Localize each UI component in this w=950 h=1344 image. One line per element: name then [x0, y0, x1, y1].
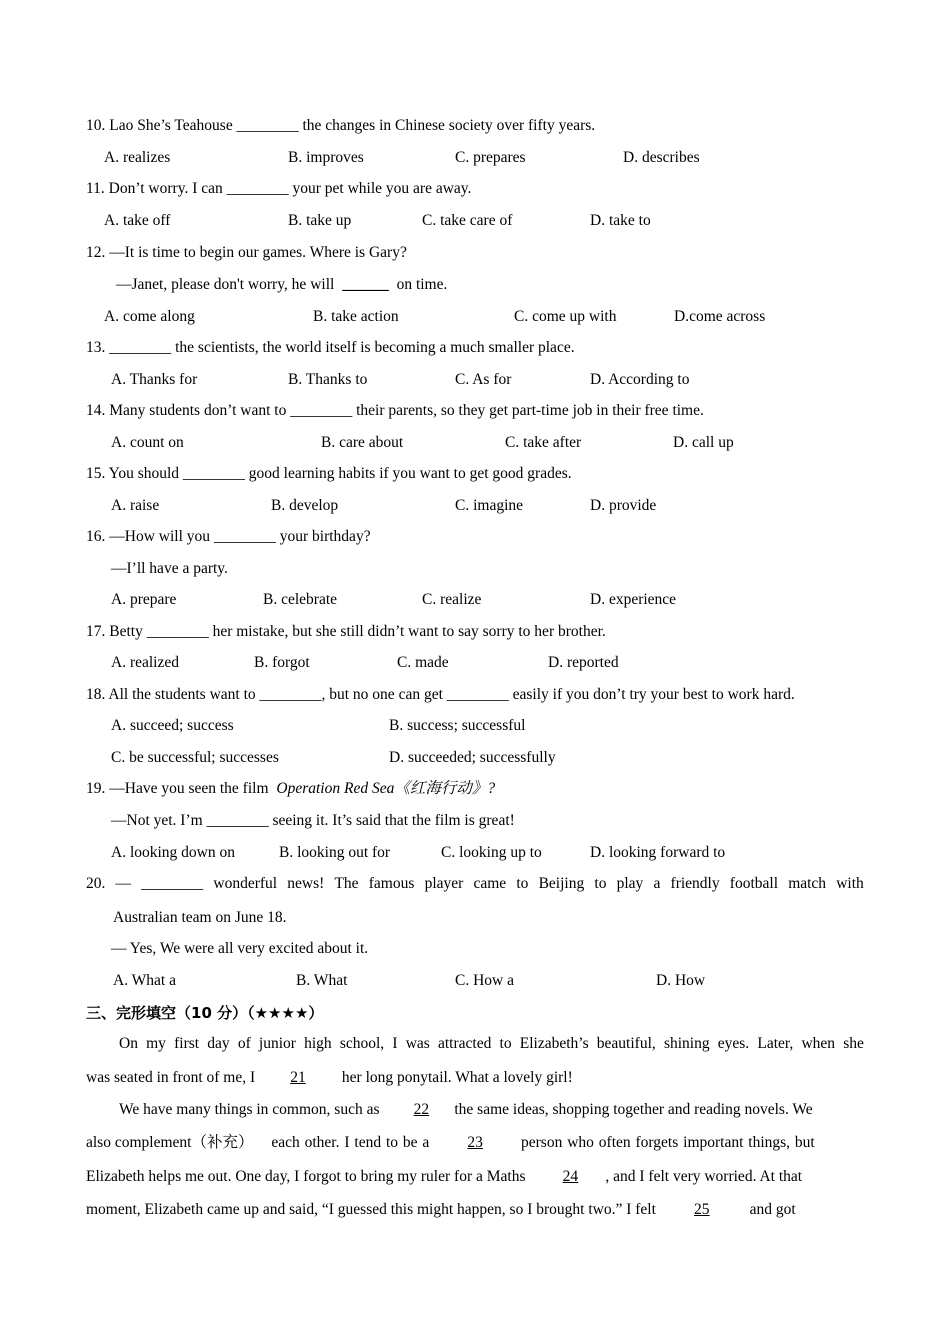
q19-stem-pre: 19. —Have you seen the film [86, 780, 269, 797]
cloze-word: when [801, 1035, 836, 1052]
q16-option-c: C. realize [422, 591, 482, 608]
cloze-blank-22: 22 [413, 1101, 430, 1118]
q20-option-a: A. What a [113, 972, 176, 989]
cloze-text: , and I felt very worried. At that [605, 1168, 803, 1185]
q11-option-c: C. take care of [422, 212, 513, 229]
cloze-paragraph-2-line-1 [119, 1100, 864, 1120]
question-10-stem: 10. Lao She’s Teahouse ________ the changes in Chinese society over fifty years. [86, 117, 596, 134]
question-20-word: — [115, 875, 132, 892]
q12-option-a: A. come along [104, 308, 195, 325]
q12-reply-post: on time. [396, 276, 448, 293]
q19-option-d: D. looking forward to [590, 844, 726, 861]
q11-option-a: A. take off [104, 212, 171, 229]
question-18-stem: 18. All the students want to ________, but no one can get ________ easily if you don’t try your best to work hard. [86, 686, 795, 703]
question-12-reply [116, 275, 447, 295]
q16-option-b: B. celebrate [263, 591, 338, 608]
cloze-text: the same ideas, shopping together and reading novels. We [454, 1101, 813, 1118]
question-19-stem [86, 779, 495, 799]
question-20-word: news! [287, 875, 325, 892]
question-16-reply: —I’ll have a party. [111, 560, 228, 577]
question-14-stem: 14. Many students don’t want to ________ their parents, so they get part-time job in their free time. [86, 402, 704, 419]
question-20-word: friendly [670, 875, 720, 892]
question-20-word: with [836, 875, 864, 892]
q15-option-b: B. develop [271, 497, 339, 514]
cloze-paragraph-2-line-2 [86, 1133, 815, 1153]
q13-option-a: A. Thanks for [111, 371, 198, 388]
cloze-text: moment, Elizabeth came up and said, “I guessed this might happen, so I brought two.” I felt [86, 1201, 656, 1218]
cloze-word: day [207, 1035, 230, 1052]
cloze-word: first [174, 1035, 200, 1052]
question-20-word: to [516, 875, 529, 892]
question-20-word: 20. [86, 875, 106, 892]
question-20-reply: — Yes, We were all very excited about it. [111, 940, 369, 957]
cloze-word: Elizabeth’s [519, 1035, 589, 1052]
cloze-text: We have many things in common, such as [119, 1101, 380, 1118]
cloze-paragraph-1-line-1 [119, 1034, 864, 1054]
cloze-text: was seated in front of me, I [86, 1069, 256, 1086]
cloze-word: of [237, 1035, 251, 1052]
q12-option-d: D.come across [674, 308, 766, 325]
cloze-text: also complement（补充） [86, 1134, 254, 1151]
question-20-word: play [616, 875, 644, 892]
q19-option-b: B. looking out for [279, 844, 391, 861]
q14-option-a: A. count on [111, 434, 184, 451]
q14-option-d: D. call up [673, 434, 734, 451]
cloze-blank-21: 21 [290, 1069, 306, 1086]
question-15-stem: 15. You should ________ good learning habits if you want to get good grades. [86, 465, 572, 482]
question-12-stem: 12. —It is time to begin our games. Where is Gary? [86, 244, 407, 261]
q16-option-d: D. experience [590, 591, 677, 608]
q14-option-c: C. take after [505, 434, 582, 451]
q18-option-b: B. success; successful [389, 717, 526, 734]
q15-option-c: C. imagine [455, 497, 524, 514]
question-13-stem: 13. ________ the scientists, the world itself is becoming a much smaller place. [86, 339, 575, 356]
cloze-word: On [119, 1035, 138, 1052]
section-3-heading: 三、完形填空（10 分）（★★★★） [86, 1004, 324, 1022]
question-20-word: player [424, 875, 464, 892]
question-20-word: football [729, 875, 779, 892]
q18-option-d: D. succeeded; successfully [389, 749, 556, 766]
cloze-word: high [304, 1035, 332, 1052]
q17-option-a: A. realized [111, 654, 179, 671]
cloze-paragraph-2-line-3 [86, 1167, 802, 1187]
question-20-word: match [788, 875, 827, 892]
q11-option-d: D. take to [590, 212, 651, 229]
cloze-blank-25: 25 [694, 1201, 710, 1218]
question-20-word: The [334, 875, 359, 892]
question-20-word: came [473, 875, 507, 892]
cloze-blank-24: 24 [562, 1168, 579, 1185]
q11-option-b: B. take up [288, 212, 352, 229]
cloze-word: shining [663, 1035, 710, 1052]
q13-option-c: C. As for [455, 371, 512, 388]
q19-film-title: Operation Red Sea《红海行动》? [276, 780, 496, 797]
q12-reply-pre: —Janet, please don't worry, he will [116, 276, 335, 293]
cloze-word: to [499, 1035, 512, 1052]
q20-option-b: B. What [296, 972, 348, 989]
q19-option-a: A. looking down on [111, 844, 235, 861]
q15-option-d: D. provide [590, 497, 657, 514]
q17-option-c: C. made [397, 654, 449, 671]
cloze-blank-23: 23 [467, 1134, 483, 1151]
question-20-word: Beijing [538, 875, 585, 892]
cloze-word: junior [258, 1035, 296, 1052]
q10-option-a: A. realizes [104, 149, 171, 166]
q20-option-c: C. How a [455, 972, 514, 989]
q10-option-c: C. prepares [455, 149, 526, 166]
cloze-text: her long ponytail. What a lovely girl! [341, 1069, 573, 1086]
question-20-word: wonderful [213, 875, 278, 892]
cloze-word: my [146, 1035, 166, 1052]
q10-option-d: D. describes [623, 149, 700, 166]
cloze-text: Elizabeth helps me out. One day, I forgot to bring my ruler for a Maths [86, 1168, 526, 1185]
question-20-word: ________ [141, 875, 204, 892]
cloze-text: and got [749, 1201, 796, 1218]
cloze-word: she [843, 1035, 864, 1052]
cloze-word: I [392, 1035, 398, 1052]
question-20-stem [86, 874, 864, 894]
question-20-word: famous [368, 875, 415, 892]
question-20-stem-continued: Australian team on June 18. [113, 909, 287, 926]
cloze-text: person who often forgets important things, but [521, 1134, 815, 1151]
cloze-word: was [405, 1035, 430, 1052]
cloze-paragraph-2-line-4 [86, 1200, 796, 1220]
q12-option-b: B. take action [313, 308, 399, 325]
q10-option-b: B. improves [288, 149, 364, 166]
cloze-word: attracted [437, 1035, 492, 1052]
cloze-text: each other. I tend to be a [271, 1134, 430, 1151]
cloze-word: school, [339, 1035, 385, 1052]
q13-option-d: D. According to [590, 371, 690, 388]
q15-option-a: A. raise [111, 497, 160, 514]
q16-option-a: A. prepare [111, 591, 177, 608]
cloze-word: eyes. [717, 1035, 750, 1052]
cloze-word: beautiful, [596, 1035, 656, 1052]
q12-reply-blank: ______ [342, 276, 389, 293]
question-17-stem: 17. Betty ________ her mistake, but she still didn’t want to say sorry to her brother. [86, 623, 606, 640]
q13-option-b: B. Thanks to [288, 371, 368, 388]
q17-option-d: D. reported [548, 654, 619, 671]
q18-option-c: C. be successful; successes [111, 749, 279, 766]
q19-option-c: C. looking up to [441, 844, 542, 861]
cloze-paragraph-1-line-2 [86, 1068, 573, 1088]
q17-option-b: B. forgot [254, 654, 310, 671]
q12-option-c: C. come up with [514, 308, 617, 325]
q18-option-a: A. succeed; success [111, 717, 234, 734]
question-20-word: to [594, 875, 607, 892]
q14-option-b: B. care about [321, 434, 404, 451]
question-20-word: a [653, 875, 661, 892]
question-16-stem: 16. —How will you ________ your birthday? [86, 528, 371, 545]
q20-option-d: D. How [656, 972, 706, 989]
question-11-stem: 11. Don’t worry. I can ________ your pet while you are away. [86, 180, 472, 197]
cloze-word: Later, [757, 1035, 794, 1052]
question-19-reply: —Not yet. I’m ________ seeing it. It’s said that the film is great! [111, 812, 515, 829]
